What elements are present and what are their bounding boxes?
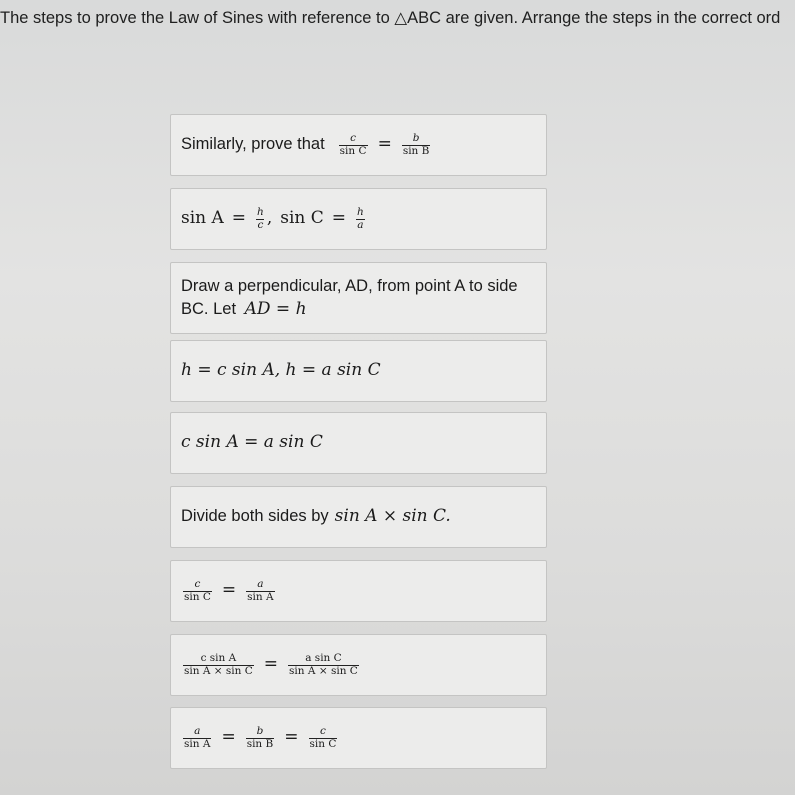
fraction: $\frac{c}{\text{sin C}}$ [339,132,367,157]
step-text: Similarly, prove that [181,135,325,154]
step-text: Draw a perpendicular, AD, from point A to side BC. Let AD = h [181,276,518,319]
step-card-perpendicular[interactable] [170,262,547,334]
step-text: Divide both sides by [181,507,329,526]
fraction: $\frac{c}{\text{sin C}}$ [184,578,211,603]
fraction: $\frac{a}{\text{sin A}}$ [247,578,274,603]
step-card-ratio-c-a[interactable]: $\frac{c}{\text{sin C}}$ = $\frac{a}{\text{sin A}}$ [170,560,547,622]
fraction: $\frac{b}{\text{sin B}}$ [402,132,430,157]
step-card-similarly[interactable]: Similarly, prove that $\frac{c}{\text{sin C}}$ = $\frac{b}{\text{sin B}}$ [170,114,547,176]
fraction: $\frac{a}{\text{sin A}}$ [184,725,211,750]
math-AD-equals-h: AD = h [244,298,307,319]
step-card-law-of-sines[interactable]: $\frac{a}{\text{sin A}}$ = $\frac{b}{\text{sin B}}$ = $\frac{c}{\text{sin C}}$ [170,707,547,769]
fraction: $\frac{h}{c}$ [257,206,264,231]
math-expression: h = c sin A, h = a sin C [181,360,381,381]
instruction-text: The steps to prove the Law of Sines with reference to △ABC are given. Arrange the steps in the correct ord [0,9,781,27]
math-expression: c sin A = a sin C [181,432,323,453]
step-card-divided-both-sides[interactable]: $\frac{\text{c sin A}}{\text{sin A × sin C}}$ = $\frac{\text{a sin C}}{\text{sin A × sin C}}$ [170,634,547,696]
math-sinC: sin C [280,208,324,229]
fraction: $\frac{b}{\text{sin B}}$ [246,725,274,750]
fraction: $\frac{c}{\text{sin C}}$ [309,725,337,750]
step-card-sin-definitions[interactable]: sin A = $\frac{h}{c}$ , sin C = $\frac{h}{a}$ [170,188,547,250]
math-sinA: sin A [181,208,224,229]
step-card-divide[interactable] [170,486,547,548]
fraction: $\frac{\text{c sin A}}{\text{sin A × sin C}}$ [184,652,253,677]
fraction: $\frac{\text{a sin C}}{\text{sin A × sin C}}$ [289,652,358,677]
fraction: $\frac{h}{a}$ [357,206,364,231]
step-card-c-sinA[interactable] [170,412,547,474]
math-expression: sin A × sin C. [334,506,451,527]
step-card-h-expressions[interactable] [170,340,547,402]
